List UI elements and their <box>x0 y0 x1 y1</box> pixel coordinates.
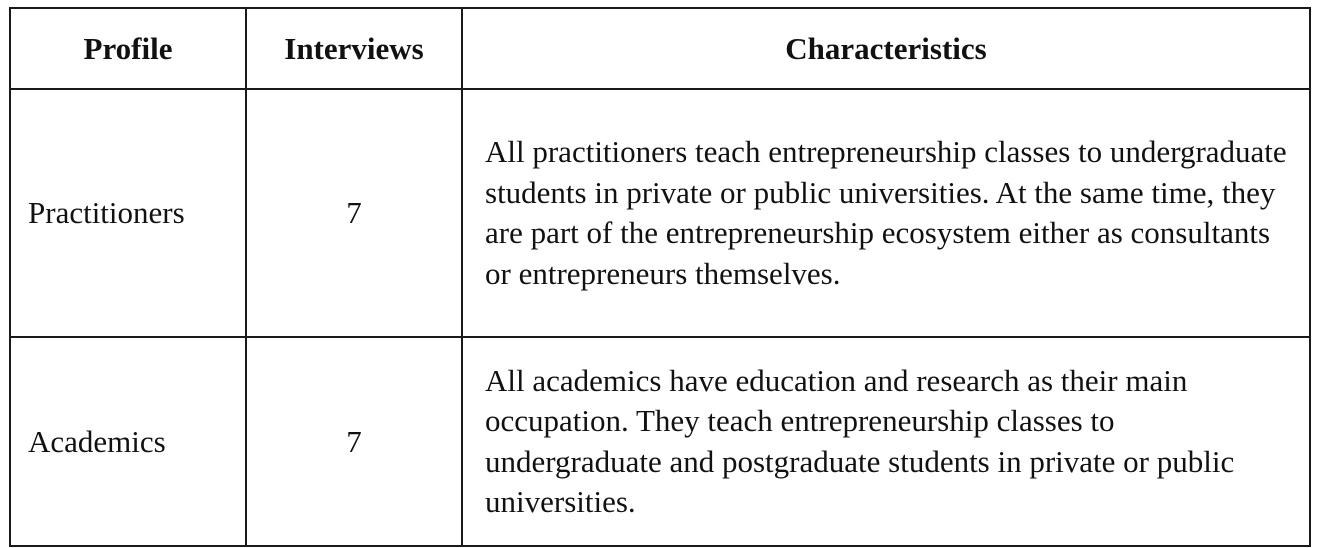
characteristics-cell: All academics have education and research as their main occupation. They teach entrepreneurship classes to undergraduate and postgraduate students in private or public universities. <box>462 337 1310 546</box>
table-row <box>10 89 1310 337</box>
table-header <box>10 8 1310 89</box>
interviews-cell: 7 <box>246 89 462 337</box>
header-row <box>10 8 1310 89</box>
profile-cell: Practitioners <box>10 89 246 337</box>
header-profile: Profile <box>10 8 246 89</box>
profile-cell: Academics <box>10 337 246 546</box>
header-characteristics: Characteristics <box>462 8 1310 89</box>
table-body <box>10 89 1310 546</box>
characteristics-cell: All practitioners teach entrepreneurship classes to undergraduate students in private or public universities. At the same time, they are part of the entrepreneurship ecosystem either as consultants or entrepreneurs themselves. <box>462 89 1310 337</box>
table-row <box>10 337 1310 546</box>
interviews-cell: 7 <box>246 337 462 546</box>
header-interviews: Interviews <box>246 8 462 89</box>
profiles-table <box>9 7 1311 547</box>
